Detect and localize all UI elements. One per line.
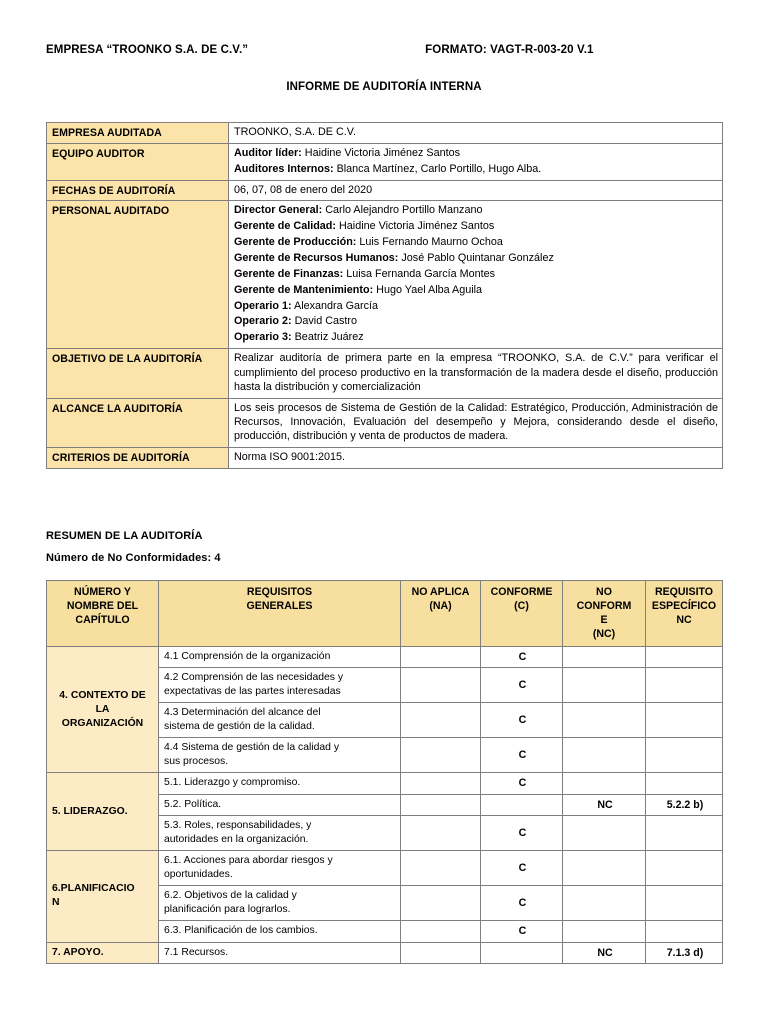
- audit-info-value-text: Carlo Alejandro Portillo Manzano: [322, 204, 483, 217]
- na-cell: [401, 773, 481, 794]
- audit-info-value-text: 06, 07, 08 de enero del 2020: [234, 183, 373, 196]
- audit-info-value-line: [234, 203, 718, 217]
- audit-info-value-key: Gerente de Producción:: [234, 236, 357, 249]
- chapter-cell: [47, 942, 159, 963]
- chapter-name-line: LA: [95, 703, 110, 715]
- na-cell: [401, 921, 481, 942]
- audit-info-row: [47, 349, 723, 399]
- requisito-cell: [159, 816, 401, 851]
- chapter-name-line: 7. APOYO.: [52, 946, 104, 958]
- audit-info-value-text: David Castro: [291, 315, 358, 328]
- column-header-line: NOMBRE DEL: [66, 599, 139, 612]
- conforme-cell: [481, 794, 563, 815]
- format-code: FORMATO: VAGT-R-003-20 V.1: [425, 44, 594, 56]
- audit-info-value-text: Blanca Martínez, Carlo Portillo, Hugo Alba.: [333, 162, 542, 175]
- audit-info-value-text: Alexandra García: [291, 299, 379, 312]
- audit-info-value-text: José Pablo Quintanar González: [398, 252, 554, 265]
- audit-info-value-text: Haidine Victoria Jiménez Santos: [301, 146, 461, 159]
- audit-info-value-key: Gerente de Finanzas:: [234, 267, 344, 280]
- requisito-cell: [159, 921, 401, 942]
- audit-info-value-key: Operario 3:: [234, 331, 292, 344]
- audit-info-table: [46, 122, 723, 469]
- column-header-line: ESPECÍFICO: [651, 599, 717, 612]
- audit-info-value: [229, 123, 723, 144]
- chapter-name-line: 4. CONTEXTO DE: [59, 689, 146, 701]
- audit-info-value-text: Luisa Fernanda García Montes: [343, 267, 496, 280]
- table-row: [47, 942, 723, 963]
- requisito-line: 5.1. Liderazgo y compromiso.: [164, 777, 301, 789]
- conforme-cell: [481, 942, 563, 963]
- audit-info-value-line: [234, 162, 718, 176]
- requisito-cell: [159, 773, 401, 794]
- requisito-especifico-cell: [646, 646, 723, 667]
- no-conforme-cell: [563, 886, 646, 921]
- audit-info-value: [229, 201, 723, 349]
- requisito-especifico-cell: [646, 738, 723, 773]
- chapter-name-line: 6.PLANIFICACIO: [52, 883, 135, 895]
- audit-info-label: CRITERIOS DE AUDITORÍA: [47, 448, 229, 469]
- audit-info-value-key: Gerente de Calidad:: [234, 220, 336, 233]
- na-cell: [401, 851, 481, 886]
- audit-info-value-text: Realizar auditoría de primera parte en la empresa “TROONKO, S.A. de C.V.” para verificar el cumplimiento del proceso productivo en la transformación de la madera desde el diseño, producción hasta la distribución y comercialización: [234, 352, 718, 393]
- column-header-line: CONFORM: [576, 599, 632, 612]
- conforme-cell: C: [481, 851, 563, 886]
- document-header: [46, 44, 722, 56]
- requisito-line: 6.1. Acciones para abordar riesgos y: [164, 855, 333, 867]
- audit-info-value-key: Auditor líder:: [234, 146, 302, 159]
- requisito-cell: [159, 738, 401, 773]
- column-header-line: (NA): [429, 599, 452, 612]
- requisito-cell: [159, 646, 401, 667]
- audit-info-value-text: Los seis procesos de Sistema de Gestión de la Calidad: Estratégico, Producción, Administración de Recursos, Innovación, Evaluación del desempeño y Mejora, considerando desde el diseño, producción, distribución y venta de productos de madera.: [234, 401, 718, 443]
- audit-info-value-text: TROONKO, S.A. DE C.V.: [234, 126, 356, 138]
- conforme-cell: C: [481, 816, 563, 851]
- audit-info-value-key: Director General:: [234, 204, 323, 217]
- audit-info-value-line: [234, 267, 718, 281]
- na-cell: [401, 886, 481, 921]
- requisito-especifico-cell: 7.1.3 d): [646, 942, 723, 963]
- audit-info-value-line: [234, 235, 718, 249]
- requisito-especifico-cell: [646, 816, 723, 851]
- requirements-column-header: [159, 581, 401, 647]
- audit-info-label: PERSONAL AUDITADO: [47, 201, 229, 349]
- audit-info-label: OBJETIVO DE LA AUDITORÍA: [47, 349, 229, 399]
- audit-info-value-text: Haidine Victoria Jiménez Santos: [336, 220, 495, 233]
- column-header-line: NÚMERO Y: [74, 586, 131, 598]
- requisito-especifico-cell: [646, 851, 723, 886]
- audit-info-label: EMPRESA AUDITADA: [47, 123, 229, 144]
- table-row: [47, 773, 723, 794]
- audit-info-value-line: [234, 330, 718, 344]
- no-conforme-cell: NC: [563, 794, 646, 815]
- requisito-cell: [159, 668, 401, 703]
- audit-info-value: [229, 180, 723, 201]
- requirements-column-header: [47, 581, 159, 647]
- requisito-line: 4.3 Determinación del alcance del: [164, 707, 321, 719]
- requirements-header-row: [47, 581, 723, 647]
- na-cell: [401, 703, 481, 738]
- audit-info-value-line: [234, 283, 718, 297]
- table-row: [47, 851, 723, 886]
- na-cell: [401, 942, 481, 963]
- requisito-cell: [159, 703, 401, 738]
- requirements-table: [46, 580, 723, 964]
- audit-info-value-text: Hugo Yael Alba Aguila: [373, 283, 483, 296]
- audit-info-value-line: [234, 251, 718, 265]
- na-cell: [401, 668, 481, 703]
- audit-info-value-key: Auditores Internos:: [234, 162, 334, 175]
- chapter-name-line: 5. LIDERAZGO.: [52, 805, 128, 817]
- na-cell: [401, 794, 481, 815]
- audit-info-value-text: Luis Fernando Maurno Ochoa: [356, 236, 503, 249]
- requisito-line: 4.4 Sistema de gestión de la calidad y: [164, 742, 340, 754]
- audit-info-value-key: Gerente de Mantenimiento:: [234, 283, 374, 296]
- audit-info-value: [229, 398, 723, 448]
- audit-info-value-line: [234, 450, 718, 464]
- requisito-line: planificación para lograrlos.: [164, 904, 291, 916]
- audit-info-value-line: [234, 314, 718, 328]
- audit-info-value: [229, 143, 723, 180]
- audit-info-value-line: [234, 401, 718, 444]
- column-header-line: CONFORME: [490, 586, 553, 598]
- requisito-especifico-cell: [646, 703, 723, 738]
- audit-info-row: [47, 180, 723, 201]
- na-cell: [401, 738, 481, 773]
- company-name: EMPRESA “TROONKO S.A. DE C.V.”: [46, 44, 249, 56]
- summary-heading: RESUMEN DE LA AUDITORÍA: [46, 530, 203, 542]
- no-conforme-cell: [563, 738, 646, 773]
- requisito-cell: [159, 942, 401, 963]
- requisito-line: sus procesos.: [164, 756, 229, 768]
- requisito-especifico-cell: 5.2.2 b): [646, 794, 723, 815]
- na-cell: [401, 646, 481, 667]
- no-conforme-cell: [563, 703, 646, 738]
- chapter-cell: [47, 646, 159, 773]
- requisito-cell: [159, 851, 401, 886]
- audit-info-label: ALCANCE LA AUDITORÍA: [47, 398, 229, 448]
- column-header-line: GENERALES: [246, 599, 313, 612]
- audit-info-value-line: [234, 183, 718, 197]
- chapter-cell: [47, 851, 159, 942]
- conforme-cell: C: [481, 773, 563, 794]
- requisito-line: sistema de gestión de la calidad.: [164, 721, 315, 733]
- requisito-especifico-cell: [646, 773, 723, 794]
- page-title: INFORME DE AUDITORÍA INTERNA: [286, 81, 482, 93]
- requisito-especifico-cell: [646, 886, 723, 921]
- requisito-line: 5.2. Política.: [164, 798, 222, 810]
- column-header-line: CAPÍTULO: [75, 613, 130, 626]
- conforme-cell: C: [481, 646, 563, 667]
- column-header-line: REQUISITO: [654, 586, 714, 598]
- conforme-cell: C: [481, 886, 563, 921]
- nonconformities-count: Número de No Conformidades: 4: [46, 552, 221, 564]
- audit-info-row: [47, 123, 723, 144]
- requirements-column-header: [646, 581, 723, 647]
- audit-info-value-text: Beatriz Juárez: [291, 331, 364, 344]
- audit-info-value: [229, 448, 723, 469]
- no-conforme-cell: [563, 773, 646, 794]
- chapter-cell: [47, 773, 159, 851]
- requisito-line: 5.3. Roles, responsabilidades, y: [164, 820, 312, 832]
- audit-info-row: [47, 398, 723, 448]
- requirements-column-header: [563, 581, 646, 647]
- no-conforme-cell: [563, 668, 646, 703]
- requisito-line: expectativas de las partes interesadas: [164, 686, 341, 698]
- conforme-cell: C: [481, 668, 563, 703]
- chapter-name-line: ORGANIZACIÓN: [61, 717, 144, 729]
- column-header-line: NO APLICA: [411, 586, 470, 598]
- conforme-cell: C: [481, 738, 563, 773]
- conforme-cell: C: [481, 703, 563, 738]
- audit-info-value-line: [234, 146, 718, 160]
- requisito-line: 4.2 Comprensión de las necesidades y: [164, 672, 344, 684]
- column-header-line: REQUISITOS: [246, 586, 313, 598]
- audit-info-value-key: Operario 1:: [234, 299, 292, 312]
- column-header-line: NC: [676, 613, 692, 626]
- audit-info-row: [47, 201, 723, 349]
- requisito-cell: [159, 794, 401, 815]
- column-header-line: (C): [514, 599, 529, 612]
- audit-info-label: EQUIPO AUDITOR: [47, 143, 229, 180]
- audit-info-value: [229, 349, 723, 399]
- no-conforme-cell: [563, 816, 646, 851]
- table-row: [47, 646, 723, 667]
- requisito-line: 6.2. Objetivos de la calidad y: [164, 890, 297, 902]
- requirements-column-header: [401, 581, 481, 647]
- no-conforme-cell: [563, 851, 646, 886]
- audit-info-value-line: [234, 125, 718, 139]
- chapter-name-line: N: [52, 897, 60, 909]
- column-header-line: (NC): [592, 627, 616, 640]
- no-conforme-cell: [563, 646, 646, 667]
- no-conforme-cell: NC: [563, 942, 646, 963]
- audit-info-value-text: Norma ISO 9001:2015.: [234, 451, 346, 464]
- conforme-cell: C: [481, 921, 563, 942]
- requisito-line: 4.1 Comprensión de la organización: [164, 650, 331, 662]
- audit-info-value-line: [234, 219, 718, 233]
- requisito-line: 7.1 Recursos.: [164, 946, 229, 958]
- audit-info-value-line: [234, 299, 718, 313]
- na-cell: [401, 816, 481, 851]
- requisito-line: 6.3. Planificación de los cambios.: [164, 925, 318, 937]
- requisito-especifico-cell: [646, 921, 723, 942]
- column-header-line: E: [600, 613, 608, 626]
- audit-info-value-key: Operario 2:: [234, 315, 292, 328]
- requisito-cell: [159, 886, 401, 921]
- requisito-especifico-cell: [646, 668, 723, 703]
- audit-info-value-key: Gerente de Recursos Humanos:: [234, 252, 399, 265]
- column-header-line: NO: [596, 586, 612, 598]
- audit-info-value-line: [234, 351, 718, 394]
- requirements-column-header: [481, 581, 563, 647]
- requisito-line: autoridades en la organización.: [164, 834, 309, 846]
- audit-info-row: [47, 143, 723, 180]
- audit-info-label: FECHAS DE AUDITORÍA: [47, 180, 229, 201]
- no-conforme-cell: [563, 921, 646, 942]
- audit-info-row: [47, 448, 723, 469]
- requisito-line: oportunidades.: [164, 869, 233, 881]
